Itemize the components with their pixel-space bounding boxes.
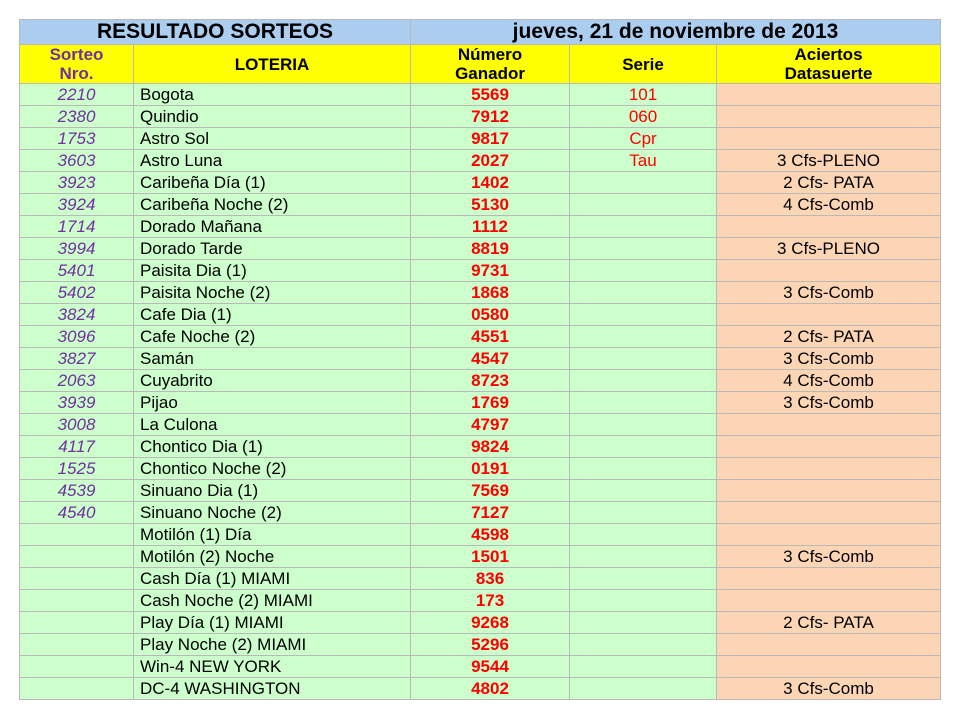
sorteo-cell: 3939 — [20, 392, 134, 414]
serie-cell — [570, 524, 717, 546]
sorteo-cell: 3827 — [20, 348, 134, 370]
numero-cell: 0580 — [411, 304, 570, 326]
numero-cell: 7127 — [411, 502, 570, 524]
table-row — [20, 128, 941, 150]
serie-cell — [570, 612, 717, 634]
numero-cell: 9817 — [411, 128, 570, 150]
column-header-row — [20, 45, 941, 84]
sorteo-cell: 3008 — [20, 414, 134, 436]
sorteo-cell: 3824 — [20, 304, 134, 326]
serie-cell — [570, 216, 717, 238]
numero-cell: 5130 — [411, 194, 570, 216]
aciertos-cell — [717, 84, 941, 106]
loteria-cell: Motilón (1) Día — [134, 524, 411, 546]
numero-cell: 1402 — [411, 172, 570, 194]
serie-cell: 101 — [570, 84, 717, 106]
table-row — [20, 194, 941, 216]
serie-cell — [570, 458, 717, 480]
numero-cell: 9824 — [411, 436, 570, 458]
loteria-cell: Pijao — [134, 392, 411, 414]
sorteo-cell — [20, 524, 134, 546]
serie-cell — [570, 568, 717, 590]
sorteo-cell: 1714 — [20, 216, 134, 238]
column-header-sorteo — [20, 45, 134, 84]
sorteo-cell: 4539 — [20, 480, 134, 502]
aciertos-cell — [717, 458, 941, 480]
serie-cell: Tau — [570, 150, 717, 172]
loteria-cell: Quindio — [134, 106, 411, 128]
numero-cell: 1769 — [411, 392, 570, 414]
loteria-cell: Bogota — [134, 84, 411, 106]
serie-cell — [570, 326, 717, 348]
table-row — [20, 612, 941, 634]
aciertos-cell — [717, 590, 941, 612]
column-header-numero-line1: Número — [457, 45, 523, 64]
loteria-cell: Dorado Mañana — [134, 216, 411, 238]
loteria-cell: La Culona — [134, 414, 411, 436]
draw-date: jueves, 21 de noviembre de 2013 — [411, 20, 941, 45]
aciertos-cell: 4 Cfs-Comb — [717, 194, 941, 216]
serie-cell — [570, 238, 717, 260]
aciertos-cell — [717, 524, 941, 546]
sorteo-cell: 3994 — [20, 238, 134, 260]
table-row — [20, 656, 941, 678]
aciertos-cell: 2 Cfs- PATA — [717, 326, 941, 348]
table-row — [20, 326, 941, 348]
sorteo-cell — [20, 634, 134, 656]
table-row — [20, 634, 941, 656]
aciertos-cell — [717, 502, 941, 524]
serie-cell — [570, 502, 717, 524]
table-row — [20, 150, 941, 172]
table-row — [20, 414, 941, 436]
aciertos-cell — [717, 260, 941, 282]
table-row — [20, 260, 941, 282]
loteria-cell: Cuyabrito — [134, 370, 411, 392]
table-row — [20, 524, 941, 546]
numero-cell: 2027 — [411, 150, 570, 172]
aciertos-cell: 3 Cfs-PLENO — [717, 238, 941, 260]
aciertos-cell — [717, 480, 941, 502]
table-row — [20, 546, 941, 568]
table-row — [20, 568, 941, 590]
aciertos-cell — [717, 216, 941, 238]
loteria-cell: Cafe Dia (1) — [134, 304, 411, 326]
table-row — [20, 282, 941, 304]
sorteo-cell — [20, 656, 134, 678]
table-row — [20, 238, 941, 260]
serie-cell: 060 — [570, 106, 717, 128]
serie-cell — [570, 194, 717, 216]
numero-cell: 4797 — [411, 414, 570, 436]
sorteo-cell — [20, 568, 134, 590]
numero-cell: 836 — [411, 568, 570, 590]
numero-cell: 4802 — [411, 678, 570, 700]
column-header-loteria: LOTERIA — [134, 45, 411, 84]
loteria-cell: Paisita Dia (1) — [134, 260, 411, 282]
loteria-cell: Play Noche (2) MIAMI — [134, 634, 411, 656]
aciertos-cell: 3 Cfs-Comb — [717, 546, 941, 568]
numero-cell: 5296 — [411, 634, 570, 656]
loteria-cell: Caribeña Noche (2) — [134, 194, 411, 216]
results-table — [19, 19, 941, 700]
loteria-cell: Chontico Noche (2) — [134, 458, 411, 480]
aciertos-cell — [717, 436, 941, 458]
sorteo-cell: 3924 — [20, 194, 134, 216]
serie-cell — [570, 590, 717, 612]
sorteo-cell: 5402 — [20, 282, 134, 304]
column-header-numero — [411, 45, 570, 84]
loteria-cell: Samán — [134, 348, 411, 370]
numero-cell: 1112 — [411, 216, 570, 238]
aciertos-cell: 3 Cfs-Comb — [717, 348, 941, 370]
sorteo-cell — [20, 546, 134, 568]
table-row — [20, 480, 941, 502]
loteria-cell: Astro Sol — [134, 128, 411, 150]
serie-cell — [570, 480, 717, 502]
loteria-cell: Dorado Tarde — [134, 238, 411, 260]
table-row — [20, 106, 941, 128]
table-row — [20, 590, 941, 612]
loteria-cell: Paisita Noche (2) — [134, 282, 411, 304]
column-header-sorteo-line1: Sorteo — [49, 45, 104, 64]
aciertos-cell — [717, 656, 941, 678]
aciertos-cell: 2 Cfs- PATA — [717, 172, 941, 194]
numero-cell: 7912 — [411, 106, 570, 128]
serie-cell — [570, 634, 717, 656]
aciertos-cell: 3 Cfs-Comb — [717, 678, 941, 700]
table-row — [20, 304, 941, 326]
sorteo-cell: 1753 — [20, 128, 134, 150]
column-header-serie: Serie — [570, 45, 717, 84]
sorteo-cell: 2063 — [20, 370, 134, 392]
aciertos-cell — [717, 634, 941, 656]
aciertos-cell — [717, 128, 941, 150]
serie-cell — [570, 392, 717, 414]
loteria-cell: Motilón (2) Noche — [134, 546, 411, 568]
serie-cell: Cpr — [570, 128, 717, 150]
numero-cell: 4598 — [411, 524, 570, 546]
page-title: RESULTADO SORTEOS — [20, 20, 411, 45]
serie-cell — [570, 282, 717, 304]
loteria-cell: Sinuano Dia (1) — [134, 480, 411, 502]
numero-cell: 9544 — [411, 656, 570, 678]
sorteo-cell — [20, 612, 134, 634]
sorteo-cell: 2210 — [20, 84, 134, 106]
table-row — [20, 172, 941, 194]
sorteo-cell: 3603 — [20, 150, 134, 172]
loteria-cell: Cash Día (1) MIAMI — [134, 568, 411, 590]
sorteo-cell: 4117 — [20, 436, 134, 458]
numero-cell: 7569 — [411, 480, 570, 502]
numero-cell: 1501 — [411, 546, 570, 568]
aciertos-cell — [717, 304, 941, 326]
numero-cell: 9268 — [411, 612, 570, 634]
table-row — [20, 84, 941, 106]
title-row — [20, 20, 941, 45]
serie-cell — [570, 546, 717, 568]
table-row — [20, 370, 941, 392]
table-row — [20, 348, 941, 370]
table-row — [20, 216, 941, 238]
table-row — [20, 502, 941, 524]
column-header-aciertos-line2: Datasuerte — [784, 64, 873, 83]
numero-cell: 1868 — [411, 282, 570, 304]
loteria-cell: Cafe Noche (2) — [134, 326, 411, 348]
sorteo-cell: 5401 — [20, 260, 134, 282]
aciertos-cell: 4 Cfs-Comb — [717, 370, 941, 392]
aciertos-cell: 3 Cfs-Comb — [717, 392, 941, 414]
sorteo-cell: 1525 — [20, 458, 134, 480]
numero-cell: 5569 — [411, 84, 570, 106]
column-header-aciertos-line1: Aciertos — [794, 45, 863, 64]
numero-cell: 8819 — [411, 238, 570, 260]
loteria-cell: Astro Luna — [134, 150, 411, 172]
column-header-numero-line2: Ganador — [455, 64, 525, 83]
numero-cell: 8723 — [411, 370, 570, 392]
loteria-cell: Cash Noche (2) MIAMI — [134, 590, 411, 612]
aciertos-cell: 3 Cfs-Comb — [717, 282, 941, 304]
serie-cell — [570, 172, 717, 194]
serie-cell — [570, 656, 717, 678]
serie-cell — [570, 260, 717, 282]
numero-cell: 173 — [411, 590, 570, 612]
numero-cell: 4547 — [411, 348, 570, 370]
serie-cell — [570, 414, 717, 436]
loteria-cell: Win-4 NEW YORK — [134, 656, 411, 678]
sorteo-cell: 2380 — [20, 106, 134, 128]
table-row — [20, 678, 941, 700]
serie-cell — [570, 436, 717, 458]
aciertos-cell — [717, 568, 941, 590]
sorteo-cell: 4540 — [20, 502, 134, 524]
numero-cell: 9731 — [411, 260, 570, 282]
column-header-aciertos — [717, 45, 941, 84]
loteria-cell: Caribeña Día (1) — [134, 172, 411, 194]
aciertos-cell — [717, 414, 941, 436]
numero-cell: 0191 — [411, 458, 570, 480]
column-header-sorteo-line2: Nro. — [59, 64, 94, 83]
loteria-cell: DC-4 WASHINGTON — [134, 678, 411, 700]
results-sheet — [19, 19, 940, 700]
table-row — [20, 436, 941, 458]
aciertos-cell — [717, 106, 941, 128]
sorteo-cell — [20, 678, 134, 700]
serie-cell — [570, 370, 717, 392]
loteria-cell: Play Día (1) MIAMI — [134, 612, 411, 634]
serie-cell — [570, 678, 717, 700]
sorteo-cell: 3096 — [20, 326, 134, 348]
sorteo-cell — [20, 590, 134, 612]
loteria-cell: Chontico Dia (1) — [134, 436, 411, 458]
sorteo-cell: 3923 — [20, 172, 134, 194]
serie-cell — [570, 304, 717, 326]
aciertos-cell: 2 Cfs- PATA — [717, 612, 941, 634]
loteria-cell: Sinuano Noche (2) — [134, 502, 411, 524]
table-row — [20, 392, 941, 414]
serie-cell — [570, 348, 717, 370]
aciertos-cell: 3 Cfs-PLENO — [717, 150, 941, 172]
numero-cell: 4551 — [411, 326, 570, 348]
table-row — [20, 458, 941, 480]
